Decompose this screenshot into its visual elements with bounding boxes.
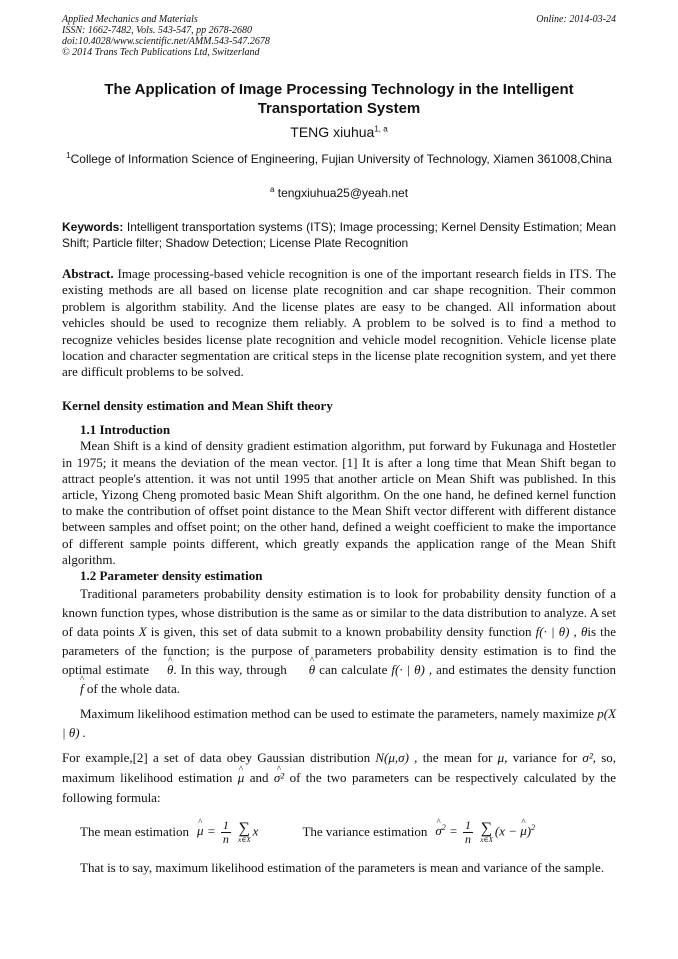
main-body (62, 398, 616, 876)
journal-name: Applied Mechanics and Materials (62, 14, 198, 25)
affiliation-text: College of Information Science of Engineering, Fujian University of Technology, Xiamen 361008,China (70, 152, 612, 166)
mean-formula: ^ μ = $\frac{1}{n}$ ∑ x∈X x (197, 819, 258, 846)
mean-formula-label: The mean estimation (80, 824, 190, 840)
affiliation-sup: 1 (66, 151, 71, 160)
paper-title: The Application of Image Processing Technology in the Intelligent Transportation System (104, 81, 574, 117)
author-line (62, 124, 616, 140)
abstract-text: Image processing-based vehicle recognition is one of the important research fields in ITS. The existing methods are all based on license plate recognition and car shape recognition. Their common problem is algorithm stability. And the license plates are easy to be changed. All information about vehicles should be used to recognize them reliably. A problem to be solved is to find a method to recognize vehicles besides license plate recognition and vehicle model recognition. Vehicle license plate location and character segmentation are critical steps in the license plate recognition system, and yet there are difficult problems to be solved. (62, 266, 617, 380)
doi-line: doi:10.4028/www.scientific.net/AMM.543-547.2678 (62, 36, 270, 47)
subsection-heading-2: 1.2 Parameter density estimation (80, 568, 263, 584)
param-paragraph-2: Maximum likelihood estimation method can be used to estimate the parameters, namely maximize p(X | θ) . (62, 706, 617, 741)
variance-formula-label: The variance estimation (302, 824, 428, 840)
estimation-formulas (62, 814, 616, 850)
keywords-block (62, 219, 616, 251)
copyright-line: © 2014 Trans Tech Publications Ltd, Switzerland (62, 47, 260, 58)
email-sup: a (269, 185, 275, 194)
author-sup: 1, a (374, 124, 388, 134)
param-paragraph-3: For example,[2] a set of data obey Gaussian distribution N(μ,σ) , the mean for μ, variance for σ², so, maximum likelihood estimation ^ μ and ^ σ² of the two parameters can be respectively calculated by the following formula: (62, 748, 616, 808)
abstract-label: Abstract. (62, 266, 114, 281)
variance-formula: ^ $\sigma^2$ = $\frac{1}{n}$ ∑ x∈X (x − ^ μ)$^2$ (435, 819, 535, 846)
author-name: TENG xiuhua (290, 124, 375, 140)
keywords-text: Intelligent transportation systems (ITS); Image processing; Kernel Density Estimation; Mean Shift; Particle filter; Shadow Detection; License Plate Recognition (62, 220, 616, 250)
param-paragraph-1: Traditional parameters probability density estimation is to look for probability density function of a known function types, whose distribution is the same as or similar to the data distribution to analyze. A set of data points X is given, this set of data submit to a known probability density function f(· | θ) , θis the parameters of the function; is the purpose of parameters probability density estimation is to find the optimal estimate^ θ. In this way, through ^ θ can calculate f(· | θ) , and estimates the density function ^ f of the whole data. (62, 584, 616, 698)
abstract-block (62, 266, 616, 381)
email-line (62, 185, 616, 200)
conclusion-paragraph: That is to say, maximum likelihood estimation of the parameters is mean and variance of the sample. (80, 860, 605, 876)
email-address: tengxiuhua25@yeah.net (277, 186, 409, 200)
affiliation (62, 148, 616, 167)
section-heading: Kernel density estimation and Mean Shift theory (62, 398, 333, 413)
intro-paragraph: Mean Shift is a kind of density gradient estimation algorithm, put forward by Fukunaga and Hostetler in 1975; it means the deviation of the mean vector. [1] It is after a long time that Mean Shift began to attract people's attention. it was not until 1995 that another article on Mean Shift was published. In this article, Yizong Cheng promoted basic Mean Shift algorithm. On the one hand, he defined kernel function to make the contribution of offset point distance to the Mean Shift vector different with different distance between samples and offset point; on the other hand, defined a weight coefficient to make the importance of different sample points different, which greatly expands the application range of the Mean Shift algorithm. (62, 438, 616, 567)
journal-header (62, 14, 616, 58)
online-date: Online: 2014-03-24 (536, 14, 616, 25)
subsection-heading-1: 1.1 Introduction (80, 422, 171, 438)
issn-line: ISSN: 1662-7482, Vols. 543-547, pp 2678-2680 (62, 25, 252, 36)
keywords-label: Keywords: (62, 220, 124, 234)
